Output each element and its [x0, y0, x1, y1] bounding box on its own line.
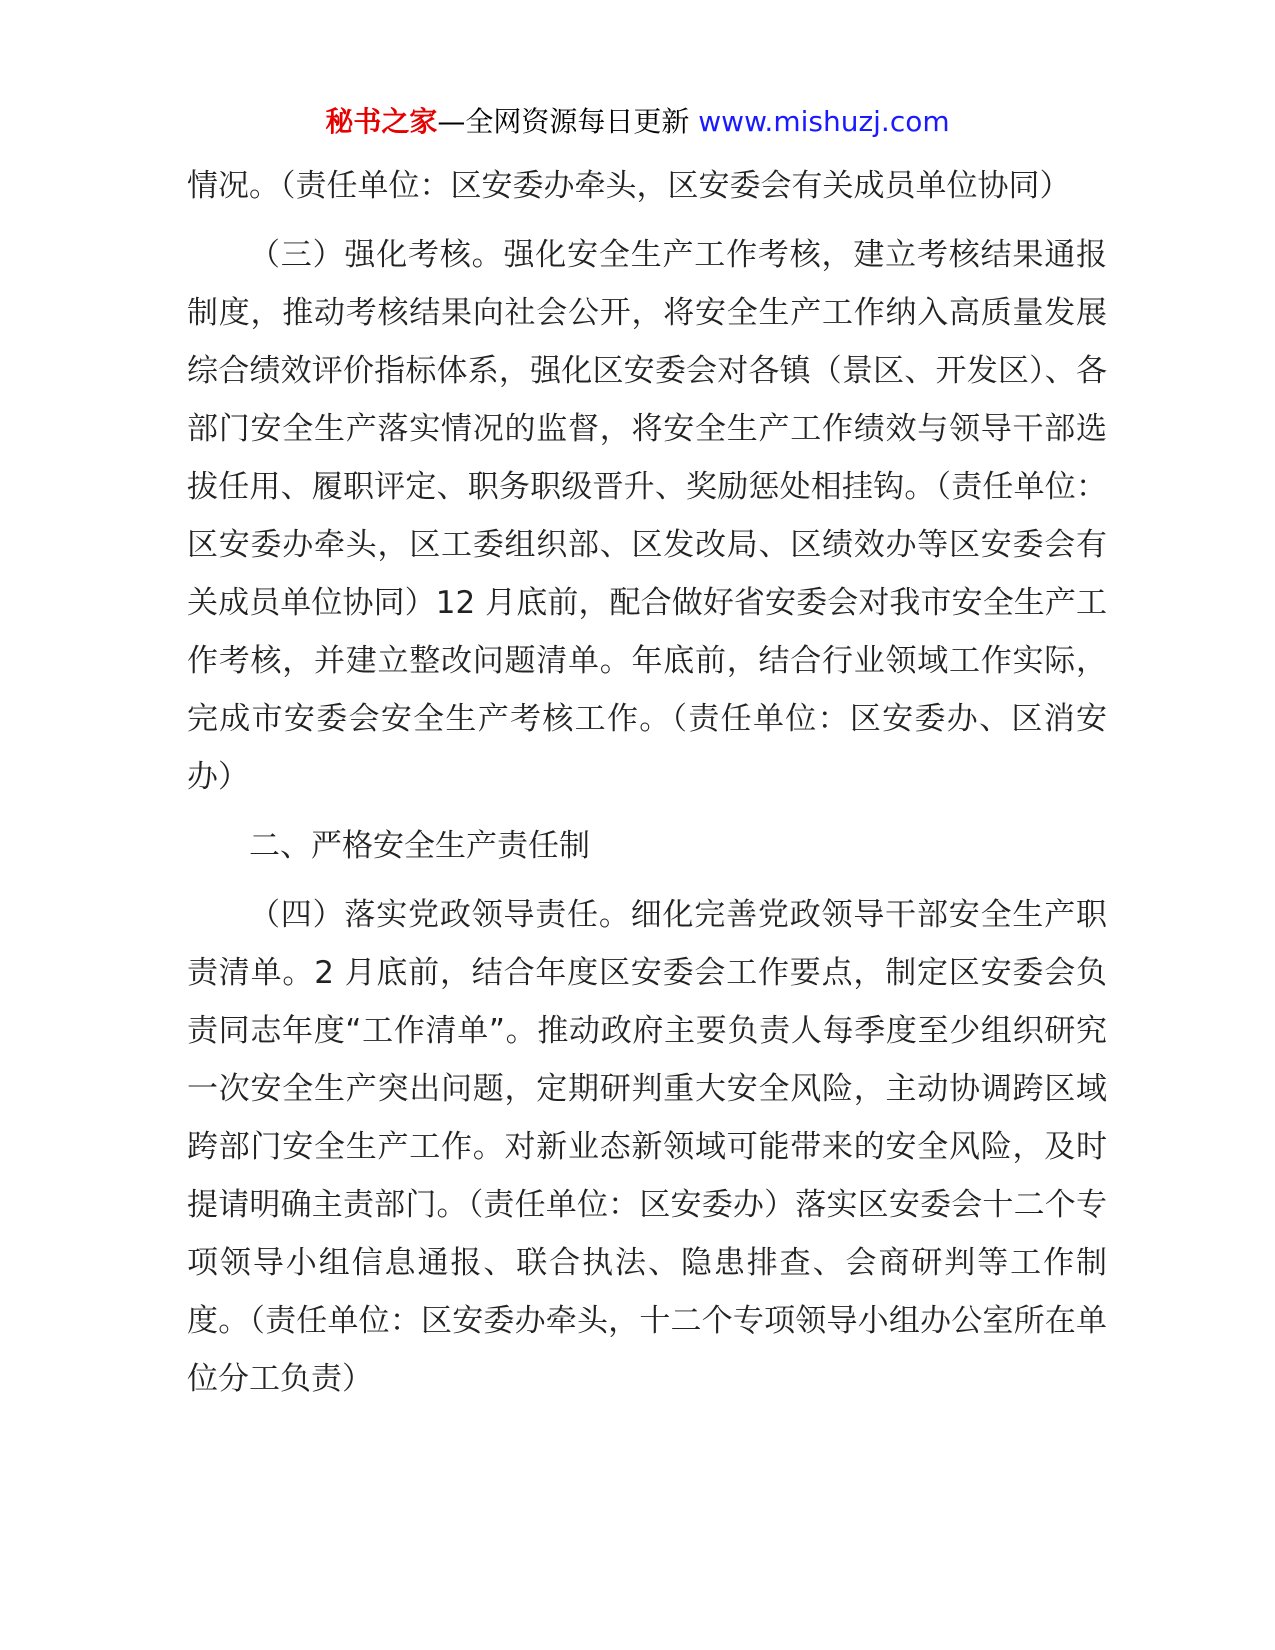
document-body: [187, 157, 1107, 1419]
header-tagline: —全网资源每日更新: [437, 105, 699, 138]
header-brand: 秘书之家: [325, 105, 438, 138]
page-header: [0, 100, 1275, 144]
paragraph-leadership-responsibility: （四）落实党政领导责任。细化完善党政领导干部安全生产职责清单。2 月底前，结合年度区安委会工作要点，制定区安委会负责同志年度“工作清单”。推动政府主要负责人每季度至少组织研究一次安全生产突出问题，定期研判重大安全风险，主动协调跨区域跨部门安全生产工作。对新业态新领域可能带来的安全风险，及时提请明确主责部门。（责任单位：区安委办）落实区安委会十二个专项领导小组信息通报、联合执法、隐患排查、会商研判等工作制度。（责任单位：区安委办牵头，十二个专项领导小组办公室所在单位分工负责）: [187, 897, 1107, 1397]
paragraph-strengthen-assessment: （三）强化考核。强化安全生产工作考核，建立考核结果通报制度，推动考核结果向社会公开，将安全生产工作纳入高质量发展综合绩效评价指标体系，强化区安委会对各镇（景区、开发区）、各部门安全生产落实情况的监督，将安全生产工作绩效与领导干部选拔任用、履职评定、职务职级晋升、奖励惩处相挂钩。（责任单位：区安委办牵头，区工委组织部、区发改局、区绩效办等区安委会有关成员单位协同）12 月底前，配合做好省安委会对我市安全生产工作考核，并建立整改问题清单。年底前，结合行业领域工作实际，完成市安委会安全生产考核工作。（责任单位：区安委办、区消安办）: [187, 237, 1107, 795]
section-heading: 二、严格安全生产责任制: [249, 828, 590, 864]
paragraph-continuation: 情况。（责任单位：区安委办牵头，区安委会有关成员单位协同）: [187, 168, 1071, 204]
header-url-link[interactable]: www.mishuzj.com: [698, 105, 950, 138]
